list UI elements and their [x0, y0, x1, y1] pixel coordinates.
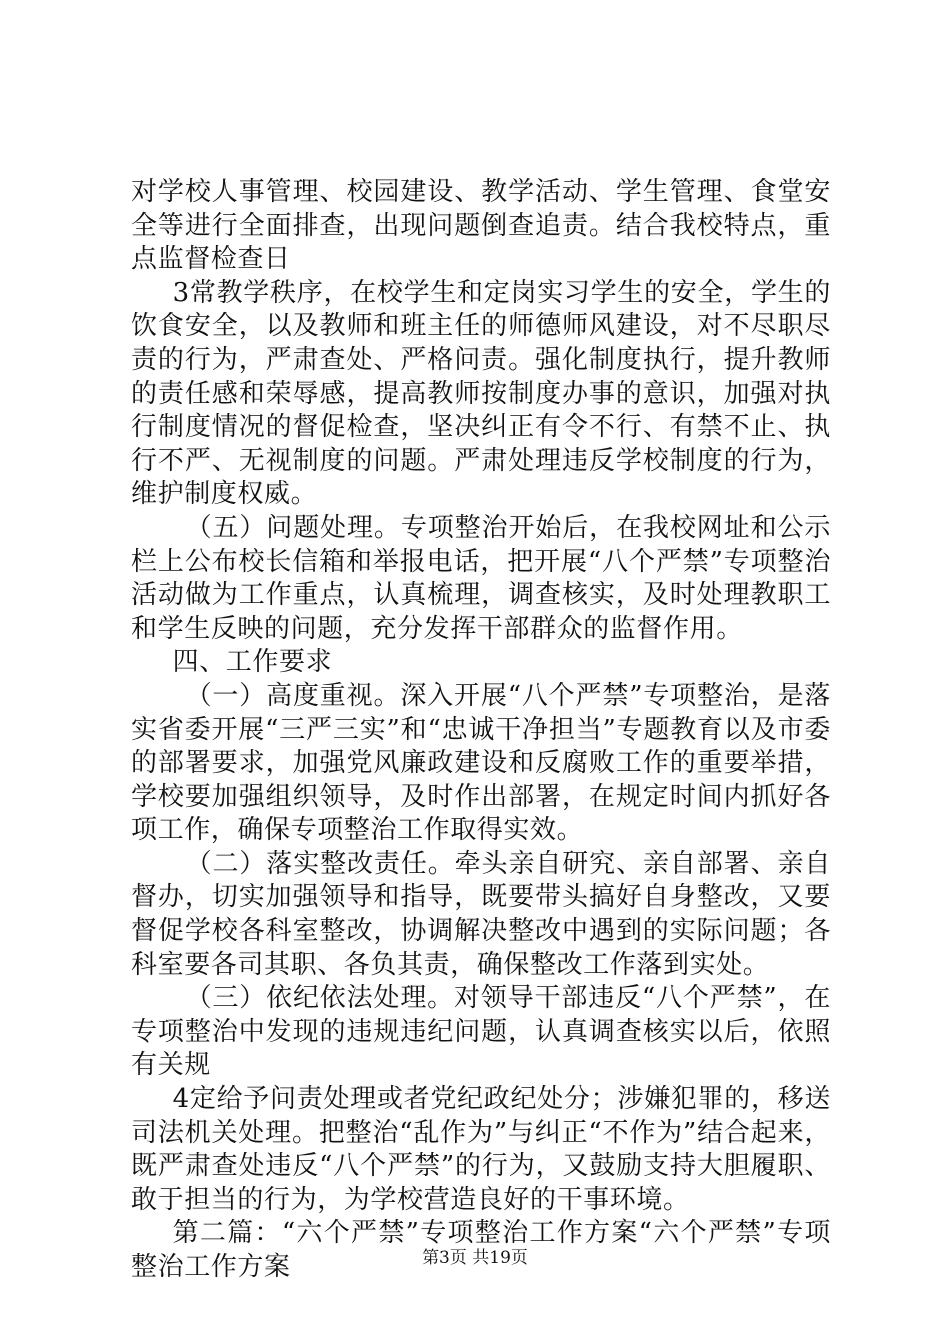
- page-number-footer: 第3页 共19页: [422, 1248, 528, 1268]
- paragraph-teaching-order: 3常教学秩序，在校学生和定岗实习学生的安全，学生的饮食安全，以及教师和班主任的师德师风建设，对不尽职尽责的行为，严肃查处、严格问责。强化制度执行，提升教师的责任感和荣辱感，提高教师按制度办事的意识，加强对执行制度情况的督促检查，坚决纠正有令不行、有禁不止、执行不严、无视制度的问题。严肃处理违反学校制度的行为，维护制度权威。: [131, 277, 831, 510]
- section-heading-work-requirements: 四、工作要求: [172, 647, 333, 678]
- paragraph-lawful-handling: （三）依纪依法处理。对领导干部违反“八个严禁”，在专项整治中发现的违规违纪问题，认真调查核实以后，依照有关规: [131, 983, 831, 1081]
- document-body: [131, 176, 831, 1285]
- paragraph-second-article-title: 第二篇：“六个严禁”专项整治工作方案“六个严禁”专项整治工作方案: [131, 1218, 831, 1282]
- paragraph-high-attention: （一）高度重视。深入开展“八个严禁”专项整治，是落实省委开展“三严三实”和“忠诚干净担当”专题教育以及市委的部署要求，加强党风廉政建设和反腐败工作的重要举措，学校要加强组织领导，及时作出部署，在规定时间内抓好各项工作，确保专项整治工作取得实效。: [131, 680, 831, 846]
- paragraph-continuation: 对学校人事管理、校园建设、教学活动、学生管理、食堂安全等进行全面排查，出现问题倒查追责。结合我校特点，重点监督检查日: [131, 177, 831, 275]
- paragraph-accountability: 4定给予问责处理或者党纪政纪处分；涉嫌犯罪的，移送司法机关处理。把整治“乱作为”与纠正“不作为”结合起来，既严肃查处违反“八个严禁”的行为，又鼓励支持大胆履职、敢于担当的行为，为学校营造良好的干事环境。: [131, 1084, 831, 1215]
- paragraph-problem-handling: （五）问题处理。专项整治开始后，在我校网址和公示栏上公布校长信箱和举报电话，把开展“八个严禁”专项整治活动做为工作重点，认真梳理，调查核实，及时处理教职工和学生反映的问题，充分发挥干部群众的监督作用。: [131, 512, 831, 644]
- paragraph-rectification-responsibility: （二）落实整改责任。牵头亲自研究、亲自部署、亲自督办，切实加强领导和指导，既要带头搞好自身整改，又要督促学校各科室整改，协调解决整改中遇到的实际问题；各科室要各司其职、各负其责，确保整改工作落到实处。: [131, 848, 831, 980]
